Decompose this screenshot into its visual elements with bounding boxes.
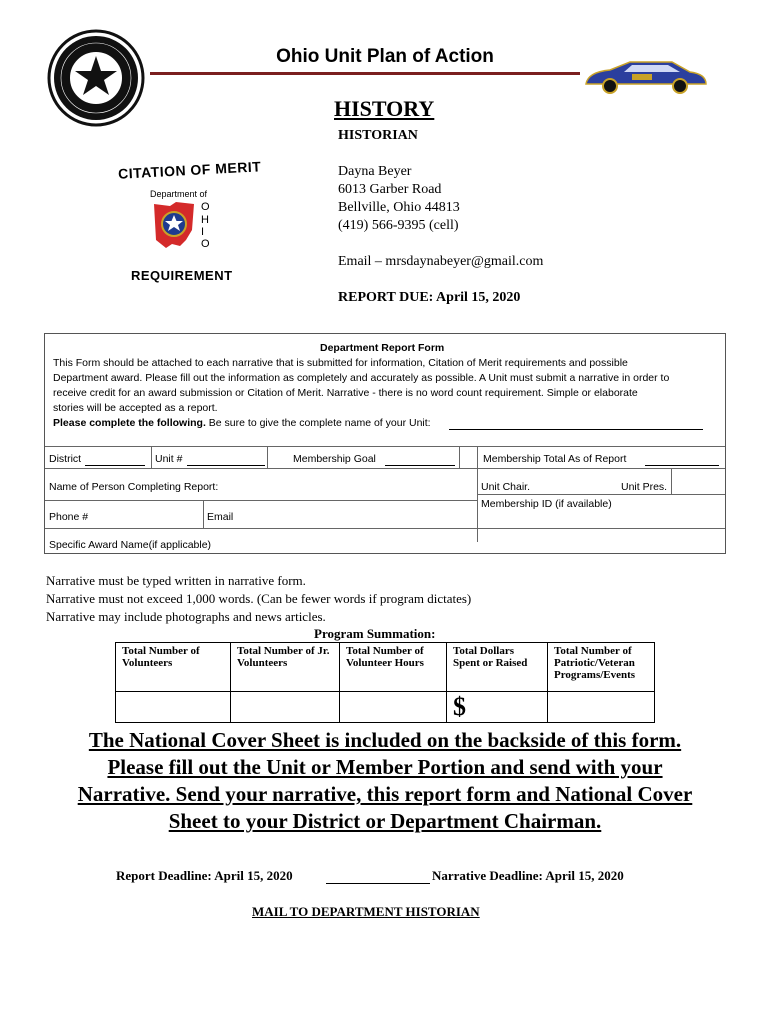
header-programs-events: Total Number of Patriotic/Veteran Programs/Events xyxy=(548,643,655,692)
unit-name-field[interactable] xyxy=(449,429,703,430)
award-name-label: Specific Award Name(if applicable) xyxy=(49,539,212,551)
ohio-letter-o: O xyxy=(201,201,210,213)
membership-goal-field[interactable] xyxy=(385,465,455,466)
ohio-letter-h: H xyxy=(201,214,209,226)
program-summation-table xyxy=(115,642,655,723)
deadline-rule xyxy=(326,883,430,884)
header-volunteer-hours: Total Number of Volunteer Hours xyxy=(340,643,447,692)
ohio-letter-i: I xyxy=(201,226,205,238)
requirement-label: REQUIREMENT xyxy=(131,268,233,283)
form-intro-line: Department award. Please fill out the information as completely and accurately as possible. A Unit must submit a narrative in order to xyxy=(53,372,670,384)
unit-number-field[interactable] xyxy=(187,465,265,466)
complete-instructions xyxy=(53,417,431,429)
contact-phone: (419) 566-9395 (cell) xyxy=(338,218,459,233)
form-title: Department Report Form xyxy=(320,342,445,354)
membership-id-label: Membership ID (if available) xyxy=(481,498,612,510)
contact-street: 6013 Garber Road xyxy=(338,182,442,197)
district-field[interactable] xyxy=(85,465,145,466)
notice-line: Please fill out the Unit or Member Portion and send with your xyxy=(107,755,663,779)
notice-line: Sheet to your District or Department Chairman. xyxy=(168,809,602,833)
volunteers-cell[interactable] xyxy=(116,692,231,723)
membership-total-label: Membership Total As of Report xyxy=(483,453,627,465)
national-cover-sheet-notice xyxy=(30,727,740,835)
report-deadline: Report Deadline: April 15, 2020 xyxy=(116,868,293,883)
header-jr-volunteers: Total Number of Jr. Volunteers xyxy=(231,643,340,692)
program-summation-title: Program Summation: xyxy=(314,626,436,641)
membership-goal-label: Membership Goal xyxy=(293,453,376,465)
department-report-form xyxy=(44,333,726,554)
unit-chair-label: Unit Chair. xyxy=(481,481,531,493)
narrative-deadline: Narrative Deadline: April 15, 2020 xyxy=(432,868,624,883)
person-completing-label: Name of Person Completing Report: xyxy=(49,481,219,493)
title-rule xyxy=(150,72,580,75)
citation-title: CITATION OF MERIT xyxy=(117,158,262,182)
form-intro-line: stories will be accepted as a report. xyxy=(53,402,218,414)
header-dollars: Total Dollars Spent or Raised xyxy=(447,643,548,692)
form-intro-line: receive credit for an award submission or Citation of Merit. Narrative - there is no word count requirement. Simple or elaborate xyxy=(53,387,638,399)
historian-label: HISTORIAN xyxy=(338,128,418,143)
unit-pres-label: Unit Pres. xyxy=(621,481,668,493)
ohio-letter-o2: O xyxy=(201,238,210,250)
history-heading: HISTORY xyxy=(334,96,435,121)
membership-total-field[interactable] xyxy=(645,465,719,466)
header-volunteers: Total Number of Volunteers xyxy=(116,643,231,692)
district-label: District xyxy=(49,453,82,465)
form-intro-line: This Form should be attached to each narrative that is submitted for information, Citation of Merit requirements and possible xyxy=(53,357,628,369)
complete-rest: Be sure to give the complete name of your Unit: xyxy=(205,417,431,429)
phone-label: Phone # xyxy=(49,511,89,523)
contact-email: Email – mrsdaynabeyer@gmail.com xyxy=(338,254,544,269)
contact-city: Bellville, Ohio 44813 xyxy=(338,200,460,215)
narrative-rule: Narrative must not exceed 1,000 words. (Can be fewer words if program dictates) xyxy=(46,591,472,606)
page-title: Ohio Unit Plan of Action xyxy=(276,46,494,67)
volunteer-hours-cell[interactable] xyxy=(340,692,447,723)
notice-line: The National Cover Sheet is included on the backside of this form. xyxy=(88,728,682,752)
american-legion-auxiliary-seal xyxy=(46,28,146,128)
programs-events-cell[interactable] xyxy=(548,692,655,723)
unit-number-label: Unit # xyxy=(155,453,183,465)
ohio-map-icon xyxy=(150,200,198,250)
jr-volunteers-cell[interactable] xyxy=(231,692,340,723)
car-logo xyxy=(580,58,710,96)
notice-line: Narrative. Send your narrative, this report form and National Cover xyxy=(77,782,693,806)
complete-bold: Please complete the following. xyxy=(53,417,206,429)
department-of-label: Department of xyxy=(150,189,208,199)
report-due: REPORT DUE: April 15, 2020 xyxy=(338,290,521,305)
email-label: Email xyxy=(207,511,234,523)
narrative-rule: Narrative may include photographs and news articles. xyxy=(46,609,326,624)
narrative-rule: Narrative must be typed written in narrative form. xyxy=(46,573,306,588)
contact-name: Dayna Beyer xyxy=(338,164,412,179)
dollars-cell[interactable]: $ xyxy=(447,692,548,723)
mail-to-historian: MAIL TO DEPARTMENT HISTORIAN xyxy=(252,904,480,919)
